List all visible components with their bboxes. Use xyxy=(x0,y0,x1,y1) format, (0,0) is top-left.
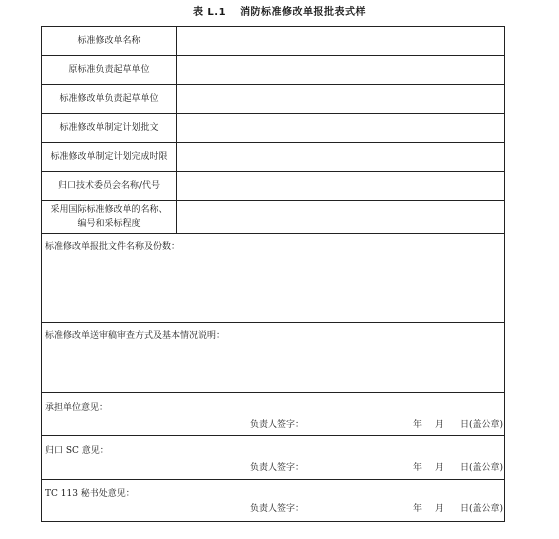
day-seal-label: 日(盖公章) xyxy=(460,504,504,514)
form-row-opinion xyxy=(42,480,505,522)
opinion-label: 归口 SC 意见： xyxy=(45,446,109,456)
day-seal-label: 日(盖公章) xyxy=(460,463,504,473)
form-row xyxy=(42,85,505,114)
field-label-original-drafting-unit: 原标准负责起草单位 xyxy=(42,56,177,85)
form-row xyxy=(42,114,505,143)
month-label: 月 xyxy=(435,504,445,514)
field-label-international-standard xyxy=(42,201,177,234)
field-label-amendment-name: 标准修改单名称 xyxy=(42,27,177,56)
form-row xyxy=(42,56,505,85)
field-value-amendment-drafting-unit[interactable] xyxy=(177,85,505,114)
year-label: 年 xyxy=(413,420,423,430)
year-label: 年 xyxy=(413,504,423,514)
field-value-plan-deadline[interactable] xyxy=(177,143,505,172)
field-label-amendment-drafting-unit: 标准修改单负责起草单位 xyxy=(42,85,177,114)
field-label-plan-deadline: 标准修改单制定计划完成时限 xyxy=(42,143,177,172)
form-row xyxy=(42,201,505,234)
form-row xyxy=(42,172,505,201)
label-line: 编号和采标程度 xyxy=(77,219,141,229)
form-row xyxy=(42,143,505,172)
field-value-original-drafting-unit[interactable] xyxy=(177,56,505,85)
table-number: 表 L.1 xyxy=(192,7,227,18)
form-row-files xyxy=(42,234,505,323)
table-caption xyxy=(0,3,559,18)
opinion-label: 承担单位意见： xyxy=(45,403,109,413)
form-row-opinion xyxy=(42,436,505,480)
sc-opinion-block[interactable] xyxy=(42,436,505,480)
signer-label: 负责人签字： xyxy=(250,420,305,430)
field-value-amendment-name[interactable] xyxy=(177,27,505,56)
tc113-secretariat-opinion-block[interactable] xyxy=(42,480,505,522)
files-block[interactable] xyxy=(42,234,505,323)
files-block-label: 标准修改单报批文件名称及份数： xyxy=(45,242,181,252)
form-row xyxy=(42,27,505,56)
year-label: 年 xyxy=(413,463,423,473)
signer-label: 负责人签字： xyxy=(250,463,305,473)
field-value-technical-committee[interactable] xyxy=(177,172,505,201)
month-label: 月 xyxy=(435,463,445,473)
review-block[interactable] xyxy=(42,323,505,393)
month-label: 月 xyxy=(435,420,445,430)
opinion-label: TC 113 秘书处意见： xyxy=(45,489,135,499)
form-row-opinion xyxy=(42,393,505,436)
field-label-technical-committee: 归口技术委员会名称/代号 xyxy=(42,172,177,201)
field-value-international-standard[interactable] xyxy=(177,201,505,234)
field-value-plan-approval[interactable] xyxy=(177,114,505,143)
review-block-label: 标准修改单送审稿审查方式及基本情况说明： xyxy=(45,331,226,341)
approval-form-table xyxy=(41,26,505,522)
table-title: 消防标准修改单报批表式样 xyxy=(240,7,367,18)
undertaking-unit-opinion-block[interactable] xyxy=(42,393,505,436)
signer-label: 负责人签字： xyxy=(250,504,305,514)
day-seal-label: 日(盖公章) xyxy=(460,420,504,430)
label-line: 采用国际标准修改单的名称、 xyxy=(50,205,168,215)
field-label-plan-approval: 标准修改单制定计划批文 xyxy=(42,114,177,143)
form-row-review xyxy=(42,323,505,393)
